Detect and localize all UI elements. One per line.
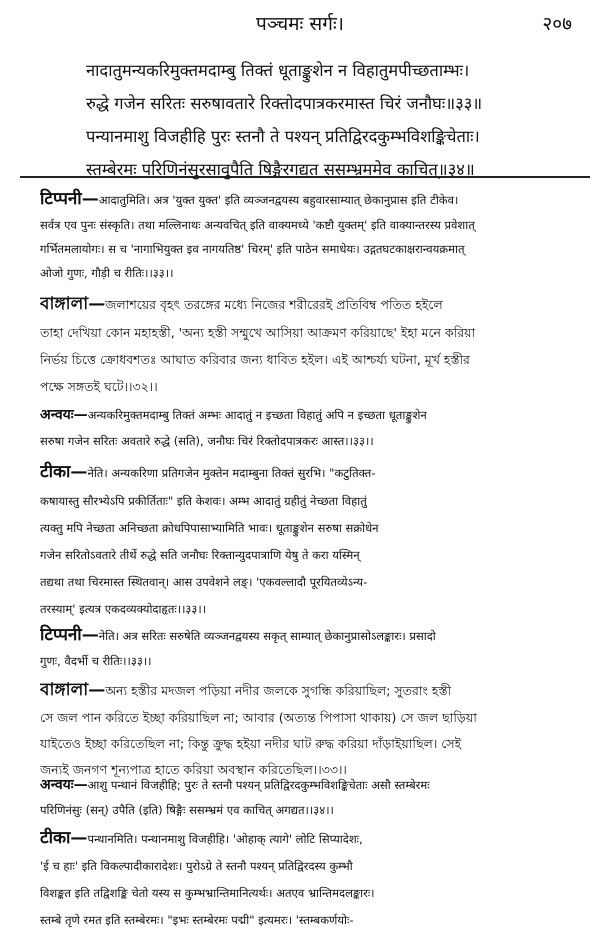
section-label: टीका— [40,462,88,482]
commentary-anvaya-2 [40,772,580,822]
commentary-line: তাহা দেখিয়া কোন মহাহস্তী, 'অন্য হস্তী সম্মুখে আসিয়া আক্রমণ করিয়াছে' ইহা মনে করিয়া [40,325,476,340]
commentary-line: गर्भितमलायोगः। स च 'नागाभियुक्त इव नागयतिष्ठ' चिरम्' इति पाठेन समाधेयः। उद्गतघटकाक्षरान्वयक्रमात् [40,242,465,256]
commentary-tippani-2 [40,622,580,673]
commentary-line: যাইতেও ইচ্ছা করিতেছিল না; কিন্তু ক্রুদ্ধ হইয়া নদীর ঘাট রুদ্ধ করিয়া দাঁড়াইয়াছিল। সেই [40,736,462,751]
commentary-line: অন্য হস্তীর মদজল পড়িয়া নদীর জলকে সুগন্ধি করিয়াছিল; সুতরাং হস্তী [105,683,452,698]
section-label: বাঙ্গালা— [40,294,106,314]
verse-line: नादातुमन्यकरिमुक्तमदाम्बु तिक्तं धूताङ्कुशेन न विहातुमपीच्छताम्भः। [86,61,470,80]
commentary-bengali-1 [40,290,580,400]
commentary-line: अन्यकरिमुक्तमदाम्बु तिक्तं अम्भः आदातुं न इच्छता विहातुं अपि न इच्छता धूताङ्कुशेन [87,408,427,422]
divider [20,176,590,178]
section-label: বাঙ্গালা— [40,680,106,700]
verse-line: स्तम्बेरमः परिणिनंसुरसावुपैति षिङ्गैरगद्यत ससम्भ्रममेव काचित्॥३४॥ [86,160,475,179]
commentary-line: त्यक्तु मपि नेच्छता अनिच्छता क्रोधपिपासाभ्यामिति भावः। धूताङ्कुशेन सरुषा सक्रोधेन [40,521,379,535]
commentary-line: 'ई च हाः' इति विकल्पादीकारादेशः। पुरोऽग्रे ते स्तनौ पश्यन् प्रतिद्विरदस्य कुम्भौ [40,859,353,873]
commentary-line: कषायास्तु सौरभ्येऽपि प्रकीर्तिताः" इति केशवः। अम्भ आदातुं ग्रहीतुं नेच्छता विहातुं [40,494,367,508]
page-number: २०७ [542,13,572,35]
section-label: टीका— [40,828,88,848]
chapter-title: पञ्चमः सर्गः। [256,13,344,35]
commentary-line: परिणिनंसुः (सन्) उपैति (इति) षिङ्गैः ससम्भ्रमं एव काचित् अगद्यत।।३४।। [40,803,334,817]
commentary-line: स्तम्बे तृणे रमत इति स्तम्बेरमः। "इभः स्तम्बेरमः पद्मी" इत्यमरः। 'स्तम्बकर्णयोः- [40,913,354,927]
commentary-line: জন্যই জনগণ শূন্যপাত্র হাতে করিয়া অবস্থান করিতেছিল।।৩৩।। [40,762,347,777]
commentary-line: पन्थानमिति। पन्थानमाशु विजहीहि। 'ओहाक् त्यागे' लोटि सिप्यादेशः, [87,832,363,846]
commentary-line: आदातुमिति। अत्र 'युक्त युक्त' इति व्यञ्जनद्वयस्य बहुवारसाम्यात् छेकानुप्रास इति टीकेव। [98,193,459,207]
commentary-line: तरस्याम्' इत्यत्र एकदव्यक्योदाहृतः।।३३।। [40,602,207,616]
commentary-line: विशङ्कत इति तद्विशङ्कि चेतो यस्य स कुम्भभ्रान्तिमानित्यर्थः। अतएव भ्रान्तिमदलङ्कारः। [40,886,375,900]
section-label: टिप्पनी— [40,189,99,209]
section-label: अन्वयः— [40,777,88,793]
page-header [0,4,600,38]
commentary-line: সে জল পান করিতে ইচ্ছা করিয়াছিল না; আবার (অত্যন্ত পিপাসা থাকায়) সে জল ছাড়িয়া [40,710,477,725]
commentary-line: नेति। अन्यकरिणा प्रतिगजेन मुक्तेन मदाम्बुना तिक्तं सुरभि। "कटुतिक्त- [87,466,376,480]
commentary-line: নির্ভয় চিত্তে ক্রোধবশতঃ আঘাত করিবার জন্য ধাবিত হইল। এই আশ্চর্য্য ঘটনা, মূর্খ হস্তীর [40,352,470,367]
commentary-line: सरुषा गजेन सरितः अवतारे रुद्धे (सति), जनौघः चिरं रिक्तोदपात्रकरः आस्त।।३३।। [40,434,374,448]
commentary-line: सर्वत्र एव पुनः संस्कृति। तथा मल्लिनाथः अन्यवचित् इति वाक्यमध्ये 'कष्टौ युक्तम्' इति वाक्यान्तरस्य प्रवेशात् [40,218,475,232]
verse-block [86,54,586,186]
commentary-anvaya-1 [40,402,580,454]
commentary-line: गुणः, वैदर्भी च रीतिः।।३३।। [40,654,152,668]
commentary-tippani-1 [40,186,580,285]
commentary-tika-1 [40,458,580,623]
verse-line: रुद्धे गजेन सरितः सरुषावतारे रिक्तोदपात्रकरमास्त चिरं जनौघः॥३३॥ [86,94,483,113]
commentary-line: नेति। अत्र सरितः सरुषेति व्यञ्जनद्वयस्य सकृत् साम्यात् छेकानुप्रासोऽलङ्कारः। प्रसादो [98,629,436,643]
commentary-line: गजेन सरितोऽवतारे तीर्थे रुद्धे सति जनौघः रिक्तान्युदपात्राणि येषु ते करा यस्मिन् [40,548,360,562]
commentary-line: পক্ষে সঙ্গতই ঘটে।।৩২।। [40,379,158,394]
commentary-tika-2 [40,824,580,934]
section-label: अन्वयः— [40,407,88,423]
verse-line: पन्यानमाशु विजहीहि पुरः स्तनौ ते पश्यन् प्रतिद्विरदकुम्भविशङ्किचेताः। [86,127,480,146]
commentary-line: तद्यथा तथा चिरमास्त स्थितवान्। आस उपवेशने लङ्। 'एकवल्लादौ पूरयितव्येऽन्य- [40,575,368,589]
commentary-bengali-2 [40,676,580,783]
commentary-line: জলাশয়ের বৃহৎ তরঙ্গের মধ্যে নিজের শরীরেরই প্রতিবিম্ব পতিত হইলে [105,297,443,312]
commentary-line: ओजो गुणः, गौड़ी च रीतिः।।३३।। [40,266,174,280]
section-label: टिप्पनी— [40,625,99,645]
commentary-line: आशु पन्थानं विजहीहि; पुरः ते स्तनौ पश्यन् प्रतिद्विरदकुम्भविशङ्किचेताः असौ स्तम्बेरमः [87,778,430,792]
